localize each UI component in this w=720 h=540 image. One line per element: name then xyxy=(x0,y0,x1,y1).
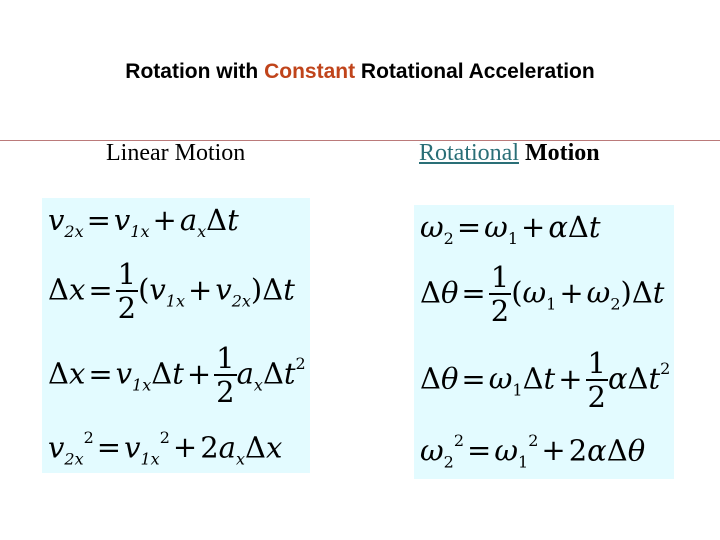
rotational-equation-4: $\omega_2^2 = \omega_1^2 + 2\alpha\Delta\theta$ xyxy=(420,431,646,472)
rotational-equation-2: Δθ = $\frac{1}{2}$ $(\omega_1 + \omega_2)\Delta t$ xyxy=(420,260,665,328)
linear-equation-2: Δx = $\frac{1}{2}$ $(v_{1x} + v_{2x})\Delta t$ xyxy=(48,257,295,325)
rotational-motion-heading xyxy=(419,140,600,167)
slide-title xyxy=(0,60,720,84)
title-part-2: Rotational Acceleration xyxy=(355,60,595,83)
linear-equation-4: $v_{2x}^2 = v_{1x}^2 + 2a_x\Delta x$ xyxy=(48,428,283,469)
linear-equation-1: $v_{2x} = v_{1x} + a_x\Delta t$ xyxy=(48,203,239,242)
title-part-1: Rotation with xyxy=(125,60,265,83)
linear-motion-heading: Linear Motion xyxy=(106,140,246,166)
title-accent-word: Constant xyxy=(264,60,356,83)
rotational-equation-1: $\omega_2 = \omega_1 + \alpha\Delta t$ xyxy=(420,210,601,249)
linear-equation-3: $\Delta x = v_{1x}\Delta t$ + $\frac{1}{2}$ $a_x\Delta t^2$ xyxy=(48,341,306,409)
rotational-heading-rest: Motion xyxy=(518,140,600,166)
rotational-equation-3: $\Delta\theta = \omega_1\Delta t$ + $\frac{1}{2}$ αΔt$^2$ xyxy=(420,346,671,414)
rotational-link[interactable]: Rotational xyxy=(419,140,519,166)
rotational-equations-panel xyxy=(414,205,674,479)
linear-equations-panel xyxy=(42,198,310,473)
